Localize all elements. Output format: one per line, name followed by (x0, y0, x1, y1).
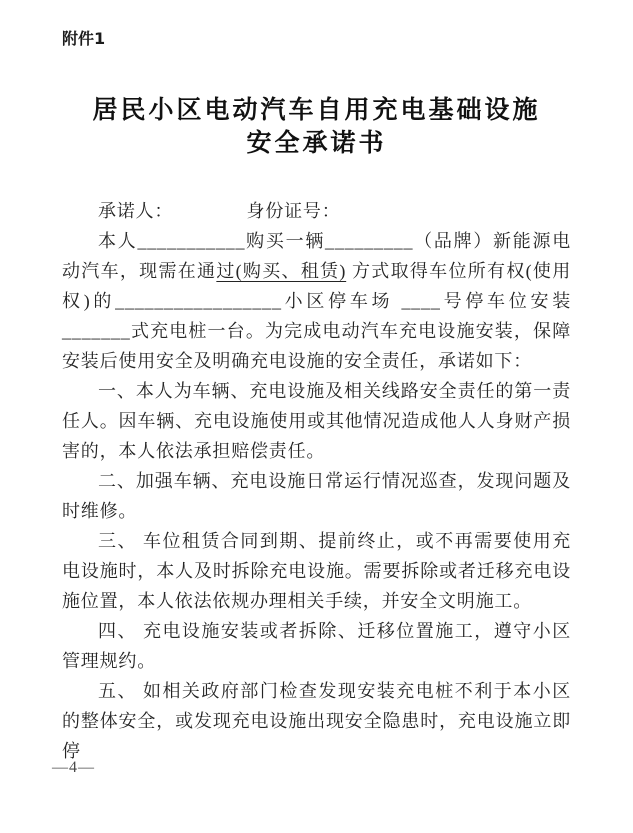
page-title (62, 94, 571, 160)
page-number: —4— (52, 759, 95, 776)
intro-text-after-underline: 方式取得车位所有权(使用权)的_________________小区停车场 ____号停车位安装_______式充电桩一台。为完成电动汽车充电设施安装，保障安装后使用安全及明确充电设施的安全责任，承诺如下： (62, 261, 571, 371)
promiser-id-line (62, 196, 571, 226)
intro-paragraph (62, 226, 571, 376)
clause-5: 五、 如相关政府部门检查发现安装充电桩不利于本小区的整体安全，或发现充电设施出现安全隐患时，充电设施立即停 (62, 681, 571, 761)
intro-text-before-underline: 本人___________购买一辆_________（品牌）新能源电动汽车，现需在通 (62, 231, 571, 281)
title-line-2: 安全承诺书 (246, 130, 387, 157)
clause-3: 三、 车位租赁合同到期、提前终止，或不再需要使用充电设施时，本人及时拆除充电设施。需要拆除或者迁移充电设施位置，本人依法依规办理相关手续，并安全文明施工。 (62, 531, 571, 611)
intro-underlined-options: 过(购买、租赁) (216, 261, 347, 281)
clause-4: 四、 充电设施安装或者拆除、迁移位置施工，遵守小区管理规约。 (62, 621, 571, 671)
clause-1: 一、本人为车辆、充电设施及相关线路安全责任的第一责任人。因车辆、充电设施使用或其他情况造成他人人身财产损害的，本人依法承担赔偿责任。 (62, 381, 571, 461)
clause-2: 二、加强车辆、充电设施日常运行情况巡查，发现问题及时维修。 (62, 471, 571, 521)
title-line-1: 居民小区电动汽车自用充电基础设施 (92, 97, 541, 124)
document-body (62, 196, 571, 766)
promiser-label: 承诺人： (98, 201, 174, 221)
attachment-label: 附件1 (62, 29, 106, 48)
id-number-label: 身份证号： (246, 201, 341, 221)
